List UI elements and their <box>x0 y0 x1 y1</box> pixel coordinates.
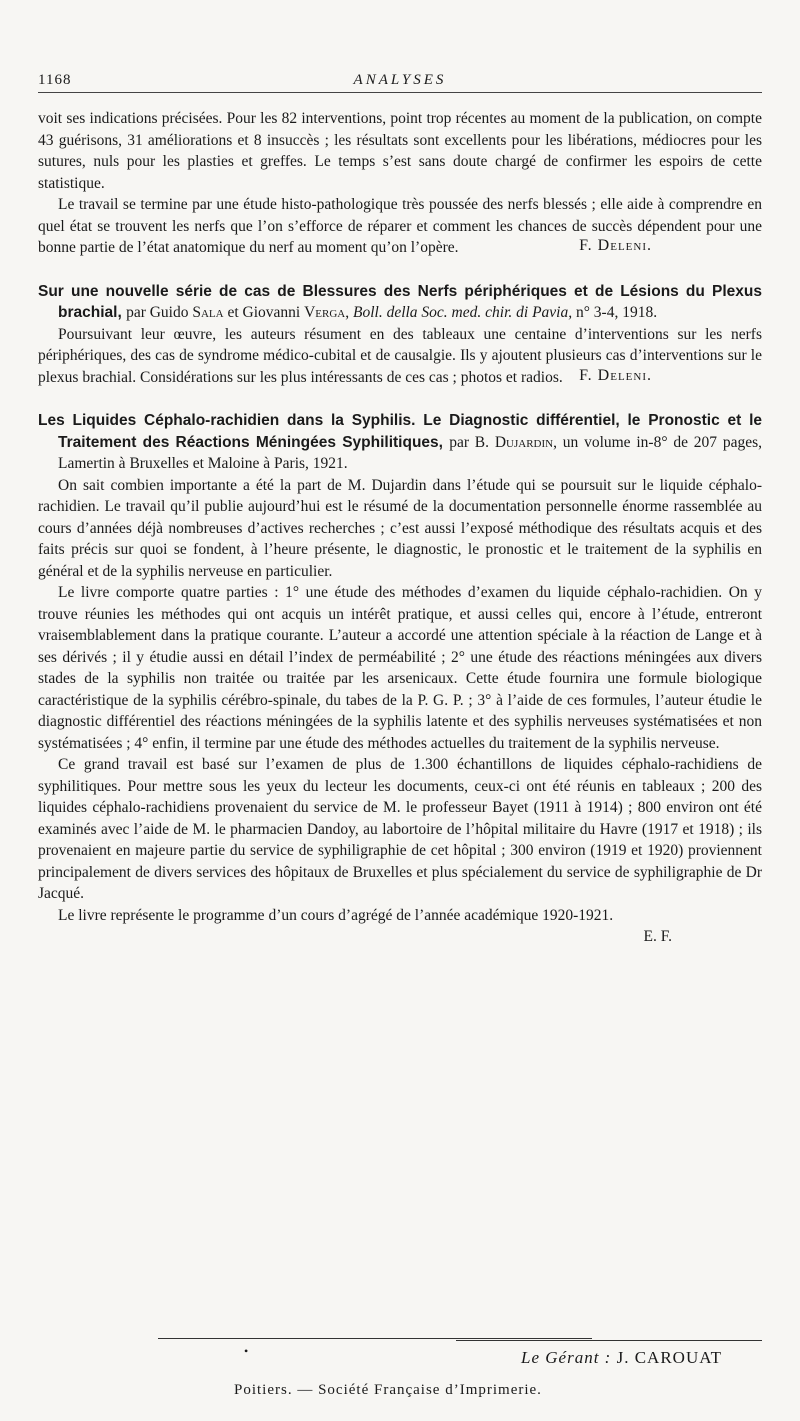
gerant-line <box>521 1348 722 1368</box>
citation-text: par B. <box>449 433 490 451</box>
paragraph: Ce grand travail est basé sur l’examen de plus de 1.300 échantillons de liquides céphalo-rachidiens de syphilitiques. Pour mettre sous les yeux du lecteur les documents, ceux-ci ont été réunis en tableaux ; 200 des liquides céphalo-rachidiens provenaient du service de M. le professeur Bayet (1911 à 1914) ; 800 environ ont été examinés avec l’aide de M. le pharmacien Dandoy, au labortoire de l’hôpital militaire du Havre (1917 et 1918) ; ils provenaient en majeure partie du service de syphiligraphie de cet hôpital ; 300 environ (1919 et 1920) proviennent principalement de divers services des hôpitaux de Bruxelles et plus spécialement du service de syphiligraphie de Dr Jacqué. <box>38 756 762 902</box>
author-name: Verga <box>304 304 346 321</box>
citation-text: , un volume in-8° de 207 pages, Lamertin à Bruxelles et Maloine à Paris, 1921. <box>58 433 762 472</box>
citation-text: et Giovanni <box>227 304 301 321</box>
article-nerfs-peripheriques <box>38 281 762 389</box>
paragraph: On sait combien importante a été la part de M. Dujardin dans l’étude qui se poursuit sur le liquide céphalo-rachidien. Le travail qu’il publie aujourd’hui est le résumé de la documentation personnelle énorme rassemblée au cours d’années déjà nombreuses d’actives recherches ; c’est aussi l’exposé méthodique des résultats acquis et des faits précis sur quoi se fondent, à l’heure présente, le diagnostic, le pronostic et le traitement de la syphilis en général et de la syphilis nerveuse en particulier. <box>38 476 762 580</box>
signature: F. Deleni. <box>579 237 652 254</box>
article-title <box>38 410 762 475</box>
printer-imprint: Poitiers. — Société Française d’Imprimerie. <box>234 1382 542 1398</box>
citation: par Guido Sala et Giovanni Verga, Boll. della Soc. med. chir. di Pavia, n° 3-4, 1918. <box>126 304 658 321</box>
page-header <box>38 72 762 93</box>
paragraph: voit ses indications précisées. Pour les 82 interventions, point trop récentes au moment de la publication, on compte 43 guérisons, 31 améliorations et 8 insuccès ; les résultats sont excellents pour les libérations, médiocres pour les sutures, nuls pour les plasties et greffes. Le temps s’est sans doute chargé de confirmer les espoirs de cette statistique. <box>38 110 762 192</box>
author-name: Sala <box>192 304 224 321</box>
title-text: Les Liquides Céphalo-rachidien dans la Syphilis. Le Diagnostic différentiel, le Pronostic et le Traitement des Réactions Méningées Syphilitiques, <box>38 412 762 451</box>
paragraph: Le livre comporte quatre parties : 1° une étude des méthodes d’examen du liquide céphalo-rachidien. On y trouve réunies les méthodes qui ont acquis un intérêt pratique, et aussi celles qui, encore à l’étude, entreront vraisemblablement dans la pratique courante. L’auteur a accordé une attention spéciale à la réaction de Lange et à ses dérivés ; il y étudie aussi en détail l’index de perméabilité ; 2° une étude des réactions méningées aux divers stades de la syphilis non traitée ou traitée par les arsenicaux. Cette étude fournira une formule biologique caractéristique de la syphilis cérébro-spinale, du tabes de la P. G. P. ; 3° à l’aide de ces formules, l’auteur étudie le diagnostic différentiel des réactions méningées de la syphilis latente et des syphilis nerveuses systématisées et non systématisées ; 4° enfin, il termine par une étude des méthodes actuelles du traitement de la syphilis nerveuse. <box>38 584 762 752</box>
gerant-name: J. CAROUAT <box>616 1348 722 1367</box>
title-text: Sur une nouvelle série de cas de Blessures des Nerfs périphériques et de Lésions du Plexus brachial, <box>38 282 762 321</box>
paragraph: Poursuivant leur œuvre, les auteurs résument en des tableaux une centaine d’interventions sur les nerfs périphériques, des cas de syndrome médico-cubital et de causalgie. Ils y ajoutent plusieurs cas d’interventions sur le plexus brachial. Considérations sur les plus intéressants de ces cas ; photos et radios. <box>38 325 762 386</box>
footer-rule <box>456 1340 762 1341</box>
signature: E. F. <box>643 928 672 945</box>
gerant-label: Le Gérant : <box>521 1348 612 1367</box>
body-text <box>38 108 762 948</box>
footer-rule <box>158 1338 592 1339</box>
paragraph: Le travail se termine par une étude histo-pathologique très poussée des nerfs blessés ; elle aide à comprendre en quel état se trouvent les nerfs que l’on s’efforce de réparer et comment les chances de succès dépendent pour une bonne partie de l’état anatomique du nerf au moment qu’on l’opère. <box>38 196 762 256</box>
journal-name: Boll. della Soc. med. chir. di Pavia, <box>352 304 573 321</box>
running-head: ANALYSES <box>353 72 447 88</box>
page-number: 1168 <box>38 72 72 88</box>
article-previous-tail <box>38 108 762 259</box>
citation-text: par Guido <box>126 304 189 321</box>
paragraph: Le livre représente le programme d’un cours d’agrégé de l’année académique 1920-1921. <box>58 906 614 924</box>
article-liquides-cephalo-rachidien <box>38 410 762 948</box>
ornament-dot: • <box>244 1344 249 1358</box>
citation-text: n° 3-4, 1918. <box>575 304 658 321</box>
article-title <box>38 281 762 324</box>
signature: F. Deleni. <box>579 366 652 384</box>
author-name: Dujardin <box>494 433 554 451</box>
